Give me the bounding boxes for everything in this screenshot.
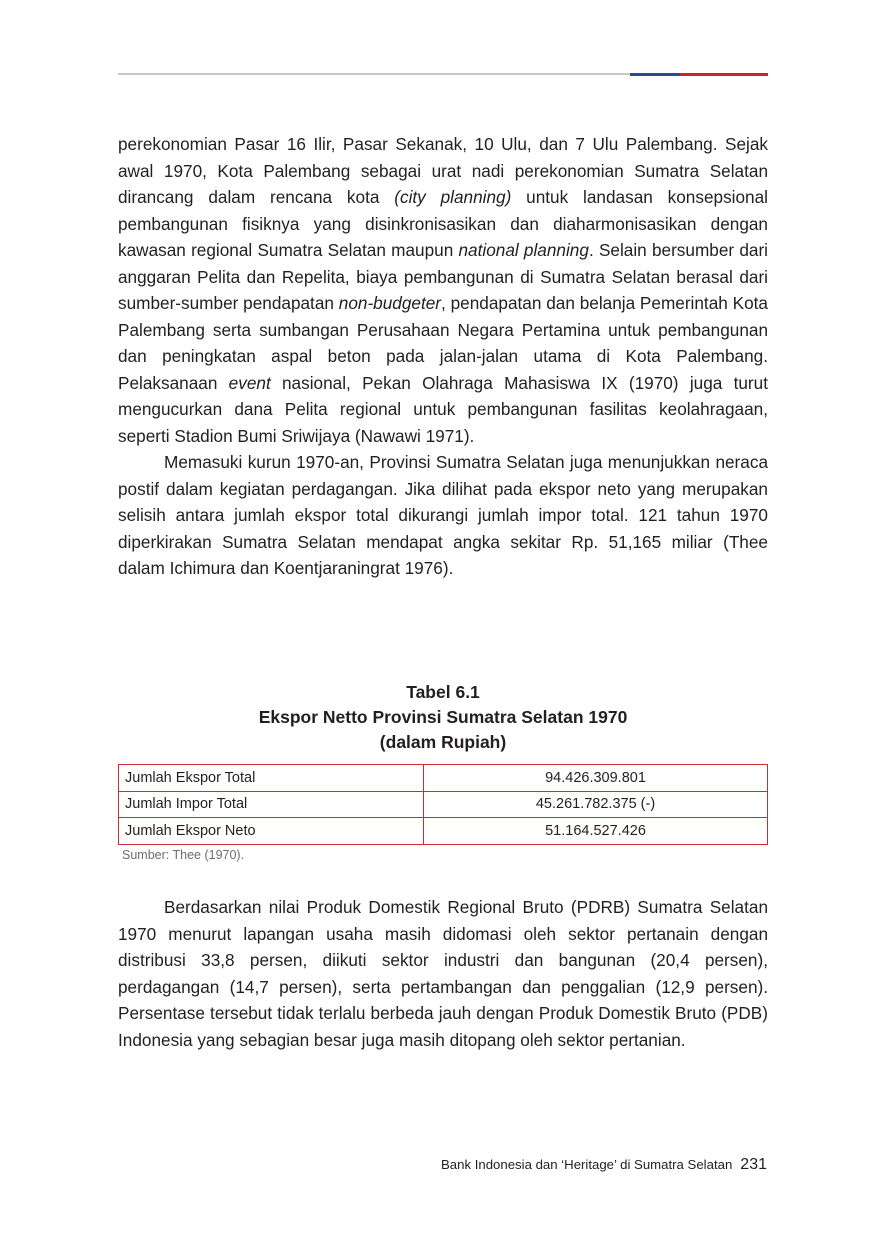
table-row (119, 765, 768, 792)
table-caption (118, 680, 768, 755)
row-label: Jumlah Ekspor Neto (119, 818, 424, 845)
table-row (119, 818, 768, 845)
table-row (119, 791, 768, 818)
row-value: 45.261.782.375 (-) (424, 791, 768, 818)
paragraph-3: Berdasarkan nilai Produk Domestik Regional Bruto (PDRB) Sumatra Selatan 1970 menurut lapangan usaha masih didomasi oleh sektor pertanain dengan distribusi 33,8 persen, diikuti sektor industri dan bangunan (20,4 persen), perdagangan (14,7 persen), serta pertambangan dan penggalian (12,9 persen). Persentase tersebut tidak terlalu berbeda jauh dengan Produk Domestik Bruto (PDB) Indonesia yang sebagian besar juga masih ditopang oleh sektor pertanian. (118, 897, 768, 1050)
paragraph-1-text: . Selain bersumber dari anggaran Pelita dan Repelita, biaya pembangunan di Sumatra Selatan berasal dari sumber-sumber pendapatan (118, 240, 768, 313)
header-rule-red (680, 73, 768, 76)
italic-term: (city planning) (394, 187, 512, 207)
header-rule-blue (630, 73, 680, 76)
italic-term: national planning (458, 240, 589, 260)
italic-term: non-budgeter (338, 293, 442, 313)
body-text-lower (118, 894, 768, 1053)
export-table (118, 764, 768, 845)
row-value: 51.164.527.426 (424, 818, 768, 845)
body-text-upper (118, 131, 768, 582)
paragraph-2: Memasuki kurun 1970-an, Provinsi Sumatra Selatan juga menunjukkan neraca postif dalam kegiatan perdagangan. Jika dilihat pada ekspor neto yang merupakan selisih antara jumlah ekspor total dikurangi jumlah impor total. 121 tahun 1970 diperkirakan Sumatra Selatan mendapat angka sekitar Rp. 51,165 miliar (Thee dalam Ichimura dan Koentjaraningrat 1976). (118, 452, 768, 578)
italic-term: event (228, 372, 271, 393)
row-value: 94.426.309.801 (424, 765, 768, 792)
page-number: 231 (740, 1156, 767, 1173)
paragraph-1-text: nasional, Pekan Olahraga Mahasiswa IX (1970) juga turut mengucurkan dana Pelita regional untuk pembangunan fasilitas keolahragaan, seperti Stadion Bumi Sriwijaya (Nawawi 1971). (118, 372, 768, 446)
header-rule-grey (118, 73, 630, 75)
paragraph-1-text: untuk landasan konsepsional pembangunan fisiknya yang disinkronisasikan dan diaharmonisasikan dengan kawasan regional Sumatra Selatan maupun (118, 187, 768, 260)
paragraph-1 (118, 131, 768, 449)
paragraph-1-text: perekonomian Pasar 16 Ilir, Pasar Sekanak, 10 Ulu, dan 7 Ulu Palembang. Sejak awal 1970, Kota Palembang sebagai urat nadi perekonomian Sumatra Selatan dirancang dalam rencana kota (118, 134, 768, 207)
table-unit: (dalam Rupiah) (379, 732, 507, 752)
footer-book-title: Bank Indonesia dan ‘Heritage’ di Sumatra Selatan (441, 1157, 733, 1172)
table-source: Sumber: Thee (1970). (122, 848, 245, 862)
page-footer (441, 1156, 767, 1174)
table-label: Tabel 6.1 (406, 682, 480, 702)
paragraph-1-text: , pendapatan dan belanja Pemerintah Kota Palembang serta sumbangan Perusahaan Negara Pertamina untuk pembangunan dan peningkatan aspal beton pada jalan-jalan utama di Kota Palembang. Pelaksanaan (118, 293, 768, 393)
row-label: Jumlah Ekspor Total (119, 765, 424, 792)
table-title: Ekspor Netto Provinsi Sumatra Selatan 1970 (258, 707, 628, 727)
row-label: Jumlah Impor Total (119, 791, 424, 818)
